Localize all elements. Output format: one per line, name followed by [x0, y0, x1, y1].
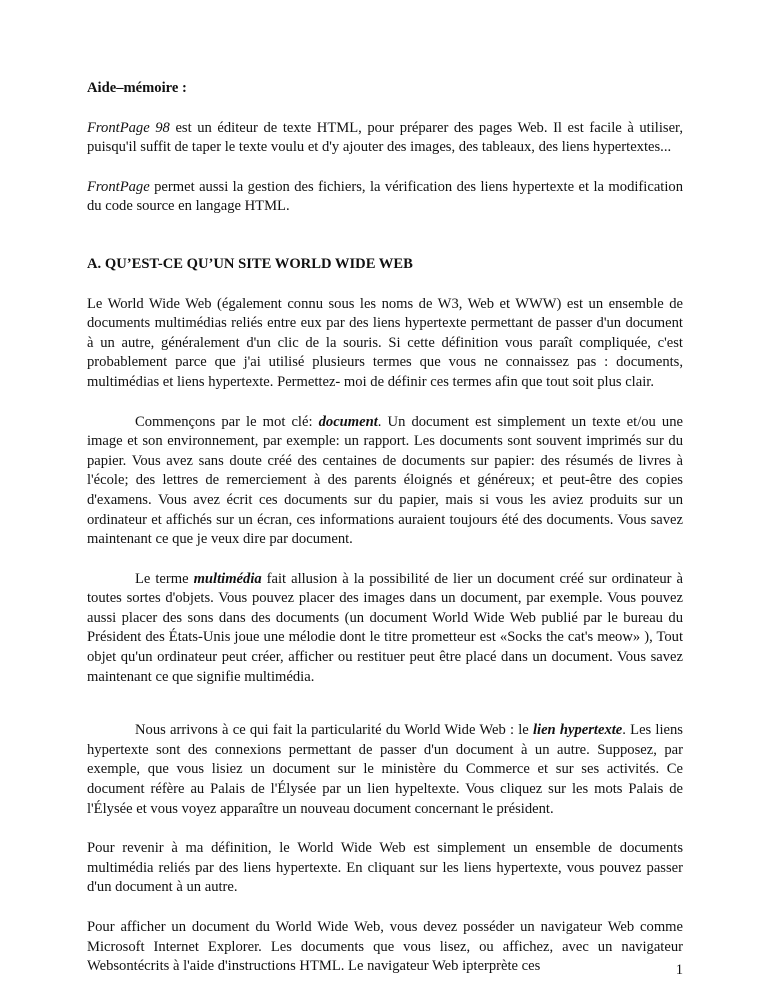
section-title: A. QU’EST-CE QU’UN SITE WORLD WIDE WEB — [87, 255, 413, 272]
paragraph-multimedia — [87, 570, 683, 688]
keyword-document: document — [318, 413, 378, 430]
paragraph-hyperlink — [87, 721, 683, 819]
paragraph-multimedia-lead: Le terme — [135, 570, 194, 587]
paragraph-hyperlink-text: . Les liens hypertexte sont des connexions permettant de passer d'un document à un autre. Supposez, par exemple, que vous lisiez un document sur le ministère du Commerce et sur ses activités. Ce document réfère au Palais de l'Élysée par un lien hypeltexte. Vous cliquez sur les mots Palais de l'Élysée et vous voyez apparaître un nouveau document concernant le président. — [87, 722, 683, 817]
keyword-hyperlink: lien hypertexte — [532, 722, 623, 739]
paragraph-multimedia-text: fait allusion à la possibilité de lier un document créé sur ordinateur à toutes sortes d'objets. Vous pouvez placer des images dans un document, par exemple. Vous pouvez aussi placer des sons dans des documents (un document World Wide Web publié par le bureau du Président des États-Unis joue une mélodie dont le titre prometteur est «Socks the cat's meow» ), Tout objet qu'un ordinateur peut créer, afficher ou restituer peut être placé dans un document. Vous savez maintenant ce que signifie multimédia. — [87, 570, 683, 685]
paragraph-www-definition: Le World Wide Web (également connu sous les noms de W3, Web et WWW) est un ensemble de documents multimédias reliés entre eux par des liens hypertexte permettant de passer d'un document à un autre, généralement d'un clic de la souris. Si cette définition vous paraît compliquée, c'est probablement parce que j'ai utilisé plusieurs termes que vous ne connaissez pas : documents, multimédias et liens hypertexte. Permettez- moi de définir ces termes afin que tout soit plus clair. — [87, 295, 683, 390]
keyword-multimedia: multimédia — [193, 570, 262, 587]
paragraph-hyperlink-lead: Nous arrivons à ce qui fait la particularité du World Wide Web : le — [135, 722, 533, 739]
product-name-short: FrontPage — [87, 178, 150, 195]
paragraph-document-text: . Un document est simplement un texte et/ou une image et son environnement, par exemple: un rapport. Les documents sont souvent imprimés sur du papier. Vous avez sans doute créé des centaines de documents sur papier: des résumés de livres à l'école; des lettres de remerciement à des parents éloignés et généreux; et peut-être des copies d'examens. Vous avez écrit ces documents sur du papier, mais si vous les aviez produits sur un ordinateur et affichés sur un écran, ces informations auraient toujours été des documents. Vous savez maintenant ce que je veux dire par document. — [87, 413, 684, 548]
intro-paragraph-1 — [87, 119, 683, 158]
paragraph-document-lead: Commençons par le mot clé: — [135, 413, 319, 430]
paragraph-document — [87, 413, 683, 550]
intro-paragraph-2-text: permet aussi la gestion des fichiers, la vérification des liens hypertexte et la modification du code source en langage HTML. — [87, 178, 683, 215]
paragraph-browser: Pour afficher un document du World Wide Web, vous devez posséder un navigateur Web comme Microsoft Internet Explorer. Les documents que vous lisez, ou affichez, avec un navigateur Websontécrits à l'aide d'instructions HTML. Le navigateur Web ipterprète ces — [87, 919, 683, 975]
page-number: 1 — [675, 962, 683, 978]
intro-paragraph-1-text: est un éditeur de texte HTML, pour préparer des pages Web. Il est facile à utiliser, puisqu'il suffit de taper le texte voulu et d'y ajouter des images, des tableaux, des liens hypertextes... — [87, 119, 683, 156]
page-content — [87, 79, 683, 977]
paragraph-definition-recap: Pour revenir à ma définition, le World Wide Web est simplement un ensemble de documents multimédia reliés par des liens hypertexte. En cliquant sur les liens hypertexte, vous pouvez passer d'un document à un autre. — [87, 840, 683, 896]
product-name: FrontPage 98 — [87, 119, 170, 136]
intro-paragraph-2 — [87, 178, 683, 217]
aide-memoire-heading: Aide–mémoire : — [87, 80, 187, 96]
